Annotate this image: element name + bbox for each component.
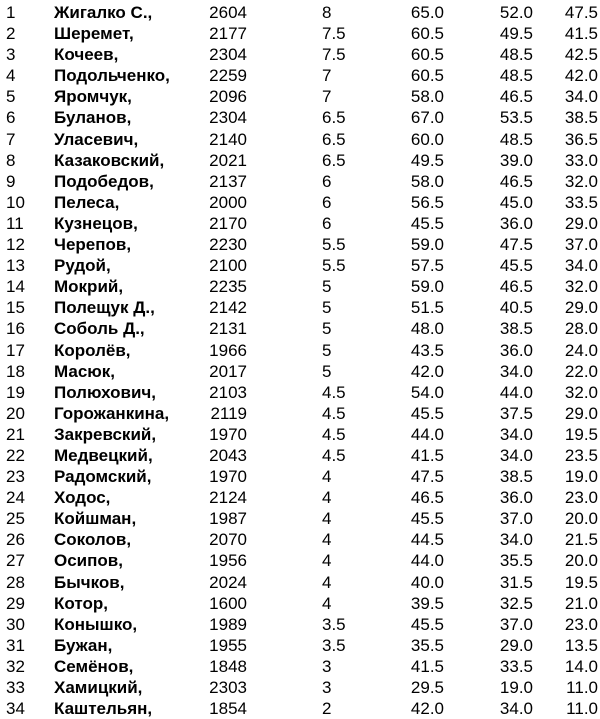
player-rating: 2177 — [209, 24, 247, 44]
tiebreak-2: 38.5 — [499, 319, 533, 339]
tiebreak-1: 58.0 — [410, 87, 444, 107]
tiebreak-1: 45.5 — [410, 509, 444, 529]
tiebreak-3: 19.5 — [564, 424, 598, 444]
rank-number: 25 — [6, 509, 25, 529]
player-points: 8 — [322, 3, 332, 22]
tiebreak-2: 37.0 — [499, 509, 533, 529]
player-name: Горожанкина, — [54, 403, 170, 423]
table-row — [0, 572, 600, 593]
table-row — [0, 698, 600, 719]
rank-number: 7 — [6, 129, 16, 149]
tiebreak-2: 46.5 — [499, 277, 533, 297]
rank-number: 26 — [6, 530, 25, 550]
player-name: Полюхович, — [54, 382, 156, 402]
tiebreak-3: 13.5 — [564, 635, 598, 655]
player-rating: 2100 — [209, 256, 247, 276]
player-rating: 1854 — [209, 699, 247, 719]
tiebreak-3: 21.5 — [564, 530, 598, 550]
tiebreak-1: 60.0 — [410, 129, 444, 149]
tiebreak-1: 51.5 — [410, 298, 444, 318]
table-row — [0, 192, 600, 213]
rank-number: 34 — [6, 699, 25, 719]
tiebreak-3: 42.5 — [564, 45, 598, 65]
tiebreak-2: 37.5 — [499, 403, 533, 423]
tiebreak-3: 34.0 — [564, 87, 598, 107]
player-points: 5 — [322, 298, 332, 318]
tiebreak-1: 43.5 — [410, 340, 444, 360]
tiebreak-3: 33.0 — [564, 150, 598, 170]
tiebreak-1: 41.5 — [410, 445, 444, 465]
rank-number: 4 — [6, 66, 16, 86]
player-rating: 2170 — [209, 213, 247, 233]
player-rating: 2304 — [209, 108, 247, 128]
player-rating: 2137 — [209, 171, 247, 191]
player-rating: 2103 — [209, 382, 247, 402]
player-name: Семёнов, — [54, 656, 134, 676]
player-name: Полещук Д., — [54, 298, 155, 318]
table-row — [0, 529, 600, 550]
rank-number: 10 — [6, 192, 25, 212]
player-rating: 2017 — [209, 361, 247, 381]
table-row — [0, 297, 600, 318]
tiebreak-2: 36.0 — [499, 340, 533, 360]
player-name: Подобедов, — [54, 171, 154, 191]
table-row — [0, 65, 600, 86]
tiebreak-2: 29.0 — [499, 635, 533, 655]
player-name: Койшман, — [54, 509, 137, 529]
tiebreak-2: 39.0 — [499, 150, 533, 170]
tiebreak-2: 37.0 — [499, 614, 533, 634]
table-row — [0, 86, 600, 107]
player-points: 5 — [322, 361, 332, 381]
tiebreak-2: 45.5 — [499, 256, 533, 276]
tiebreak-3: 20.0 — [564, 509, 598, 529]
tiebreak-1: 48.0 — [410, 319, 444, 339]
tiebreak-1: 39.5 — [410, 593, 444, 613]
table-row — [0, 361, 600, 382]
tiebreak-2: 35.5 — [499, 551, 533, 571]
player-rating: 1956 — [209, 551, 247, 571]
table-row — [0, 656, 600, 677]
player-points: 5.5 — [322, 256, 346, 276]
player-rating: 2259 — [209, 66, 247, 86]
tiebreak-2: 44.0 — [499, 382, 533, 402]
player-name: Бычков, — [54, 572, 125, 592]
player-name: Радомский, — [54, 467, 152, 487]
table-row — [0, 171, 600, 192]
tiebreak-2: 45.0 — [499, 192, 533, 212]
player-name: Ходос, — [54, 488, 111, 508]
tiebreak-3: 32.0 — [564, 171, 598, 191]
table-row — [0, 107, 600, 128]
tiebreak-1: 59.0 — [410, 277, 444, 297]
player-rating: 1848 — [209, 656, 247, 676]
tiebreak-1: 47.5 — [410, 467, 444, 487]
tiebreak-3: 21.0 — [564, 593, 598, 613]
player-points: 7 — [322, 87, 332, 107]
player-rating: 2096 — [209, 87, 247, 107]
player-rating: 2235 — [209, 277, 247, 297]
player-rating: 2119 — [210, 403, 247, 423]
player-points: 3 — [322, 678, 332, 697]
table-row — [0, 129, 600, 150]
table-row — [0, 677, 600, 698]
player-name: Осипов, — [54, 551, 123, 571]
rank-number: 18 — [6, 361, 25, 381]
player-points: 5 — [322, 277, 332, 297]
player-points: 3.5 — [322, 614, 346, 634]
player-name: Королёв, — [54, 340, 131, 360]
rank-number: 27 — [6, 551, 25, 571]
rank-number: 14 — [6, 277, 25, 297]
player-points: 4 — [322, 467, 332, 487]
player-points: 5 — [322, 340, 332, 360]
rank-number: 2 — [6, 24, 16, 44]
player-name: Рудой, — [54, 256, 111, 276]
rank-number: 12 — [6, 235, 25, 255]
tiebreak-1: 40.0 — [410, 572, 444, 592]
player-rating: 2303 — [209, 678, 247, 697]
tiebreak-3: 14.0 — [564, 656, 598, 676]
tiebreak-2: 36.0 — [499, 213, 533, 233]
tiebreak-2: 46.5 — [499, 87, 533, 107]
player-name: Жигалко С., — [54, 3, 153, 22]
player-points: 3 — [322, 656, 332, 676]
player-name: Соболь Д., — [54, 319, 145, 339]
tiebreak-1: 46.5 — [410, 488, 444, 508]
player-name: Масюк, — [54, 361, 116, 381]
table-row — [0, 150, 600, 171]
player-rating: 1600 — [209, 593, 247, 613]
player-rating: 2304 — [209, 45, 247, 65]
rank-number: 16 — [6, 319, 25, 339]
player-rating: 2000 — [209, 192, 247, 212]
table-row — [0, 234, 600, 255]
rank-number: 3 — [6, 45, 16, 65]
tiebreak-2: 19.0 — [499, 678, 533, 697]
rank-number: 20 — [6, 403, 25, 423]
player-name: Мокрий, — [54, 277, 124, 297]
player-name: Казаковский, — [54, 150, 165, 170]
tiebreak-3: 33.5 — [564, 192, 598, 212]
table-row — [0, 614, 600, 635]
rank-number: 32 — [6, 656, 25, 676]
player-rating: 2604 — [209, 3, 247, 22]
rank-number: 9 — [6, 171, 16, 191]
tiebreak-2: 34.0 — [499, 530, 533, 550]
player-points: 4 — [322, 509, 332, 529]
tiebreak-3: 42.0 — [564, 66, 598, 86]
player-rating: 2021 — [209, 150, 247, 170]
table-row — [0, 424, 600, 445]
table-row — [0, 508, 600, 529]
rank-number: 33 — [6, 678, 25, 697]
player-points: 4 — [322, 551, 332, 571]
rank-number: 31 — [6, 635, 25, 655]
rank-number: 1 — [6, 3, 16, 22]
player-points: 4 — [322, 530, 332, 550]
tiebreak-3: 23.0 — [564, 614, 598, 634]
tiebreak-3: 19.5 — [564, 572, 598, 592]
tiebreak-1: 54.0 — [410, 382, 444, 402]
player-points: 7 — [322, 66, 332, 86]
rank-number: 21 — [6, 424, 25, 444]
table-row — [0, 550, 600, 571]
tiebreak-1: 44.0 — [410, 424, 444, 444]
table-row — [0, 213, 600, 234]
rank-number: 6 — [6, 108, 16, 128]
rank-number: 28 — [6, 572, 25, 592]
rank-number: 13 — [6, 256, 25, 276]
player-name: Кочеев, — [54, 45, 119, 65]
player-name: Уласевич, — [54, 129, 139, 149]
player-name: Конышко, — [54, 614, 138, 634]
table-row — [0, 445, 600, 466]
tiebreak-2: 48.5 — [499, 66, 533, 86]
player-name: Шеремет, — [54, 24, 134, 44]
player-points: 4.5 — [322, 424, 346, 444]
player-points: 4.5 — [322, 382, 346, 402]
tiebreak-1: 60.5 — [410, 66, 444, 86]
player-points: 7.5 — [322, 24, 346, 44]
tiebreak-3: 19.0 — [564, 467, 598, 487]
tiebreak-1: 29.5 — [410, 678, 444, 697]
rank-number: 23 — [6, 467, 25, 487]
player-points: 3.5 — [322, 635, 346, 655]
tiebreak-2: 52.0 — [499, 3, 533, 22]
rank-number: 30 — [6, 614, 25, 634]
table-row — [0, 403, 600, 424]
player-rating: 1970 — [209, 467, 247, 487]
table-row — [0, 318, 600, 339]
rank-number: 5 — [6, 87, 16, 107]
player-points: 4 — [322, 593, 332, 613]
table-row — [0, 466, 600, 487]
table-row — [0, 487, 600, 508]
player-name: Закревский, — [54, 424, 157, 444]
tiebreak-1: 41.5 — [410, 656, 444, 676]
tiebreak-3: 47.5 — [564, 3, 598, 22]
player-name: Пелеса, — [54, 192, 120, 212]
tiebreak-2: 48.5 — [499, 45, 533, 65]
tiebreak-3: 23.0 — [564, 488, 598, 508]
player-points: 4.5 — [322, 403, 346, 423]
player-name: Черепов, — [54, 235, 132, 255]
tiebreak-2: 40.5 — [499, 298, 533, 318]
tiebreak-3: 32.0 — [564, 277, 598, 297]
rank-number: 22 — [6, 445, 25, 465]
tiebreak-1: 57.5 — [410, 256, 444, 276]
player-name: Хамицкий, — [54, 678, 143, 697]
player-rating: 2230 — [209, 235, 247, 255]
tiebreak-2: 38.5 — [499, 467, 533, 487]
tiebreak-1: 45.5 — [410, 213, 444, 233]
tiebreak-1: 60.5 — [410, 45, 444, 65]
player-points: 6.5 — [322, 129, 346, 149]
tiebreak-3: 20.0 — [564, 551, 598, 571]
rank-number: 19 — [6, 382, 25, 402]
tiebreak-2: 47.5 — [499, 235, 533, 255]
player-name: Медвецкий, — [54, 445, 153, 465]
tiebreak-3: 11.0 — [566, 678, 598, 697]
tiebreak-3: 38.5 — [564, 108, 598, 128]
tiebreak-3: 41.5 — [564, 24, 598, 44]
player-name: Бужан, — [54, 635, 113, 655]
tiebreak-1: 49.5 — [410, 150, 444, 170]
player-rating: 1987 — [209, 509, 247, 529]
tiebreak-1: 67.0 — [410, 108, 444, 128]
player-rating: 2142 — [209, 298, 247, 318]
player-points: 4 — [322, 572, 332, 592]
tiebreak-1: 35.5 — [410, 635, 444, 655]
table-row — [0, 276, 600, 297]
tiebreak-3: 34.0 — [564, 256, 598, 276]
player-points: 7.5 — [322, 45, 346, 65]
table-row — [0, 382, 600, 403]
player-points: 6.5 — [322, 150, 346, 170]
player-points: 5 — [322, 319, 332, 339]
player-rating: 1989 — [209, 614, 247, 634]
player-points: 6 — [322, 171, 332, 191]
player-rating: 2124 — [209, 488, 247, 508]
player-points: 5.5 — [322, 235, 346, 255]
player-name: Подольченко, — [54, 66, 170, 86]
tiebreak-3: 32.0 — [564, 382, 598, 402]
player-rating: 2131 — [209, 319, 247, 339]
tiebreak-3: 29.0 — [564, 403, 598, 423]
standings-table — [0, 2, 600, 719]
table-row — [0, 593, 600, 614]
table-row — [0, 340, 600, 361]
tiebreak-2: 49.5 — [499, 24, 533, 44]
tiebreak-2: 36.0 — [499, 488, 533, 508]
player-rating: 2024 — [209, 572, 247, 592]
player-points: 6 — [322, 213, 332, 233]
player-points: 2 — [322, 699, 332, 719]
tiebreak-1: 44.0 — [410, 551, 444, 571]
tiebreak-3: 37.0 — [564, 235, 598, 255]
tiebreak-3: 36.5 — [564, 129, 598, 149]
tiebreak-3: 11.0 — [566, 699, 598, 719]
tiebreak-1: 45.5 — [410, 614, 444, 634]
tiebreak-1: 58.0 — [410, 171, 444, 191]
table-row — [0, 635, 600, 656]
tiebreak-2: 34.0 — [499, 424, 533, 444]
tiebreak-2: 33.5 — [499, 656, 533, 676]
player-name: Яромчук, — [54, 87, 132, 107]
tiebreak-1: 42.0 — [410, 361, 444, 381]
table-row — [0, 44, 600, 65]
player-rating: 2140 — [209, 129, 247, 149]
tiebreak-1: 59.0 — [410, 235, 444, 255]
rank-number: 15 — [6, 298, 25, 318]
tiebreak-1: 45.5 — [410, 403, 444, 423]
player-points: 6.5 — [322, 108, 346, 128]
table-row — [0, 255, 600, 276]
player-points: 4 — [322, 488, 332, 508]
rank-number: 17 — [6, 340, 25, 360]
table-row — [0, 2, 600, 23]
player-name: Буланов, — [54, 108, 132, 128]
tiebreak-3: 29.0 — [564, 213, 598, 233]
tiebreak-1: 65.0 — [410, 3, 444, 22]
tiebreak-3: 28.0 — [564, 319, 598, 339]
rank-number: 11 — [6, 213, 24, 233]
tiebreak-3: 23.5 — [564, 445, 598, 465]
tiebreak-1: 56.5 — [410, 192, 444, 212]
player-rating: 2043 — [209, 445, 247, 465]
tiebreak-2: 34.0 — [499, 361, 533, 381]
tiebreak-2: 34.0 — [499, 699, 533, 719]
tiebreak-2: 31.5 — [499, 572, 533, 592]
player-points: 4.5 — [322, 445, 346, 465]
tiebreak-2: 46.5 — [499, 171, 533, 191]
tiebreak-2: 34.0 — [499, 445, 533, 465]
rank-number: 29 — [6, 593, 25, 613]
player-rating: 1955 — [209, 635, 247, 655]
tiebreak-2: 53.5 — [499, 108, 533, 128]
player-name: Котор, — [54, 593, 108, 613]
tiebreak-3: 22.0 — [564, 361, 598, 381]
table-row — [0, 23, 600, 44]
player-name: Кузнецов, — [54, 213, 138, 233]
player-rating: 1970 — [209, 424, 247, 444]
player-name: Соколов, — [54, 530, 132, 550]
tiebreak-3: 24.0 — [564, 340, 598, 360]
rank-number: 24 — [6, 488, 25, 508]
player-rating: 2070 — [209, 530, 247, 550]
tiebreak-2: 48.5 — [499, 129, 533, 149]
tiebreak-1: 60.5 — [410, 24, 444, 44]
rank-number: 8 — [6, 150, 16, 170]
player-name: Каштельян, — [54, 699, 153, 719]
player-rating: 1966 — [209, 340, 247, 360]
tiebreak-1: 44.5 — [410, 530, 444, 550]
tiebreak-1: 42.0 — [410, 699, 444, 719]
tiebreak-3: 29.0 — [564, 298, 598, 318]
player-points: 6 — [322, 192, 332, 212]
tiebreak-2: 32.5 — [499, 593, 533, 613]
